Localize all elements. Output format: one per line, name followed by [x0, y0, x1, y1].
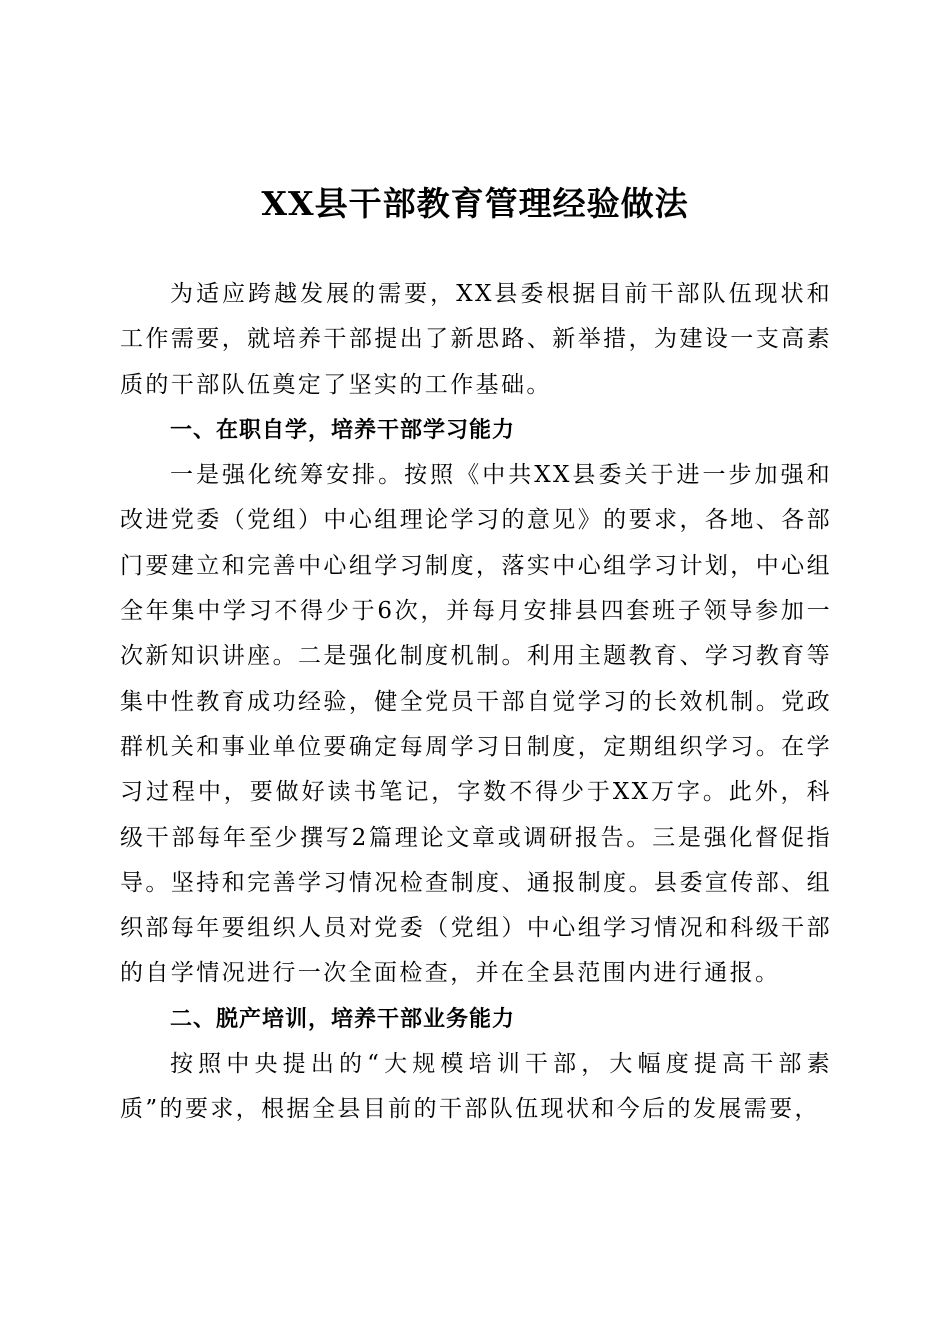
- section-1-paragraph: 一是强化统筹安排。按照《中共XX县委关于进一步加强和改进党委（党组）中心组理论学习的意见》的要求，各地、各部门要建立和完善中心组学习制度，落实中心组学习计划，中心组全年集中学习不得少于6次，并每月安排县四套班子领导参加一次新知识讲座。二是强化制度机制。利用主题教育、学习教育等集中性教育成功经验，健全党员干部自觉学习的长效机制。党政群机关和事业单位要确定每周学习日制度，定期组织学习。在学习过程中，要做好读书笔记，字数不得少于XX万字。此外，科级干部每年至少撰写2篇理论文章或调研报告。三是强化督促指导。坚持和完善学习情况检查制度、通报制度。县委宣传部、组织部每年要组织人员对党委（党组）中心组学习情况和科级干部的自学情况进行一次全面检查，并在全县范围内进行通报。: [120, 462, 832, 987]
- section-2-paragraph: 按照中央提出的“大规模培训干部，大幅度提高干部素质”的要求，根据全县目前的干部队伍现状和今后的发展需要，: [120, 1051, 832, 1123]
- document-body: [120, 272, 832, 1133]
- document-title: XX县干部教育管理经验做法: [261, 184, 689, 223]
- section-heading-1: 一、在职自学，培养干部学习能力: [170, 417, 516, 443]
- intro-paragraph: 为适应跨越发展的需要，XX县委根据目前干部队伍现状和工作需要，就培养干部提出了新思路、新举措，为建设一支高素质的干部队伍奠定了坚实的工作基础。: [120, 281, 832, 398]
- section-heading-2: 二、脱产培训，培养干部业务能力: [170, 1006, 516, 1032]
